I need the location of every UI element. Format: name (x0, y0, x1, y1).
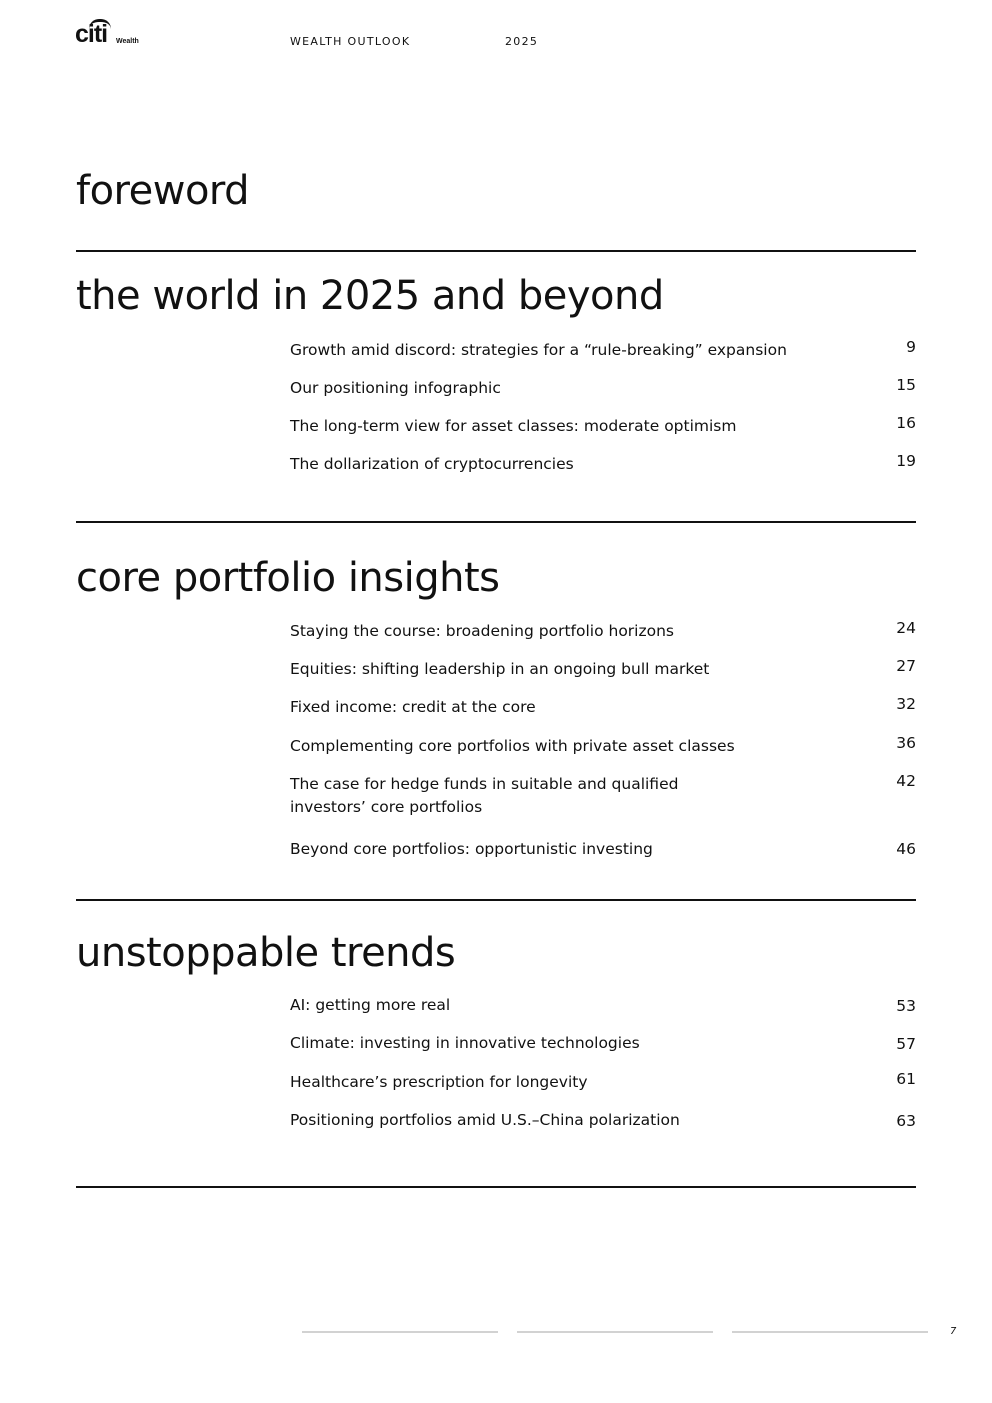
toc-entry[interactable] (290, 1032, 916, 1055)
toc-entry-title: AI: getting more real (290, 996, 451, 1014)
toc-entry-page: 63 (896, 1112, 916, 1130)
toc-entry[interactable] (290, 377, 916, 400)
toc-entry[interactable] (290, 339, 916, 362)
toc-entry-title: The long-term view for asset classes: moderate optimism (290, 417, 737, 435)
toc-entry[interactable] (290, 838, 916, 861)
section-title[interactable]: core portfolio insights (76, 555, 500, 601)
foreword-heading[interactable]: foreword (76, 168, 250, 214)
toc-entry-title: Positioning portfolios amid U.S.–China polarization (290, 1111, 680, 1129)
toc-entry[interactable] (290, 696, 916, 719)
toc-entry-title: Growth amid discord: strategies for a “rule-breaking” expansion (290, 341, 787, 359)
footer-progress-bar (517, 1331, 713, 1333)
toc-entry-title: The case for hedge funds in suitable and qualified investors’ core portfolios (290, 775, 679, 816)
toc-entry-page: 16 (896, 414, 916, 432)
toc-entry-page: 57 (896, 1035, 916, 1053)
toc-entry-title: Climate: investing in innovative technologies (290, 1034, 640, 1052)
toc-entry[interactable] (290, 453, 916, 476)
toc-entry-page: 15 (896, 376, 916, 394)
toc-entry[interactable] (290, 735, 916, 758)
section-title[interactable]: the world in 2025 and beyond (76, 273, 664, 319)
toc-entry-title: Fixed income: credit at the core (290, 698, 536, 716)
toc-entry-page: 42 (896, 772, 916, 790)
section-divider (76, 1186, 916, 1188)
toc-entry-title: Healthcare’s prescription for longevity (290, 1073, 588, 1091)
toc-entry-page: 61 (896, 1070, 916, 1088)
toc-entry[interactable] (290, 1071, 916, 1094)
header-title: WEALTH OUTLOOK (290, 35, 411, 48)
toc-entry-page: 36 (896, 734, 916, 752)
header-year: 2025 (505, 35, 539, 48)
section-divider (76, 899, 916, 901)
toc-entry-title: The dollarization of cryptocurrencies (290, 455, 574, 473)
toc-entry-page: 53 (896, 997, 916, 1015)
logo-citi-text: citi (75, 20, 108, 48)
toc-entry-page: 27 (896, 657, 916, 675)
toc-entry-title: Complementing core portfolios with private asset classes (290, 737, 735, 755)
footer-progress-bar (732, 1331, 928, 1333)
page-number: 7 (950, 1326, 957, 1337)
toc-entry-title: Equities: shifting leadership in an ongoing bull market (290, 660, 710, 678)
toc-entry-title: Beyond core portfolios: opportunistic investing (290, 840, 653, 858)
toc-entry[interactable] (290, 1109, 916, 1132)
toc-entry-page: 19 (896, 452, 916, 470)
toc-entry[interactable] (290, 994, 916, 1017)
section-divider (76, 521, 916, 523)
section-title[interactable]: unstoppable trends (76, 930, 456, 976)
toc-entry-title: Our positioning infographic (290, 379, 501, 397)
logo-wealth-text: Wealth (116, 38, 139, 45)
toc-entry[interactable] (290, 658, 916, 681)
toc-entry-page: 46 (896, 840, 916, 858)
toc-entry[interactable] (290, 415, 916, 438)
toc-entry-page: 24 (896, 619, 916, 637)
toc-entry-page: 32 (896, 695, 916, 713)
section-divider (76, 250, 916, 252)
citi-wealth-logo (75, 22, 141, 48)
toc-entry[interactable] (290, 773, 916, 819)
toc-entry-page: 9 (906, 338, 916, 356)
toc-entry[interactable] (290, 620, 916, 643)
footer-progress-bar (302, 1331, 498, 1333)
toc-entry-title: Staying the course: broadening portfolio horizons (290, 622, 674, 640)
